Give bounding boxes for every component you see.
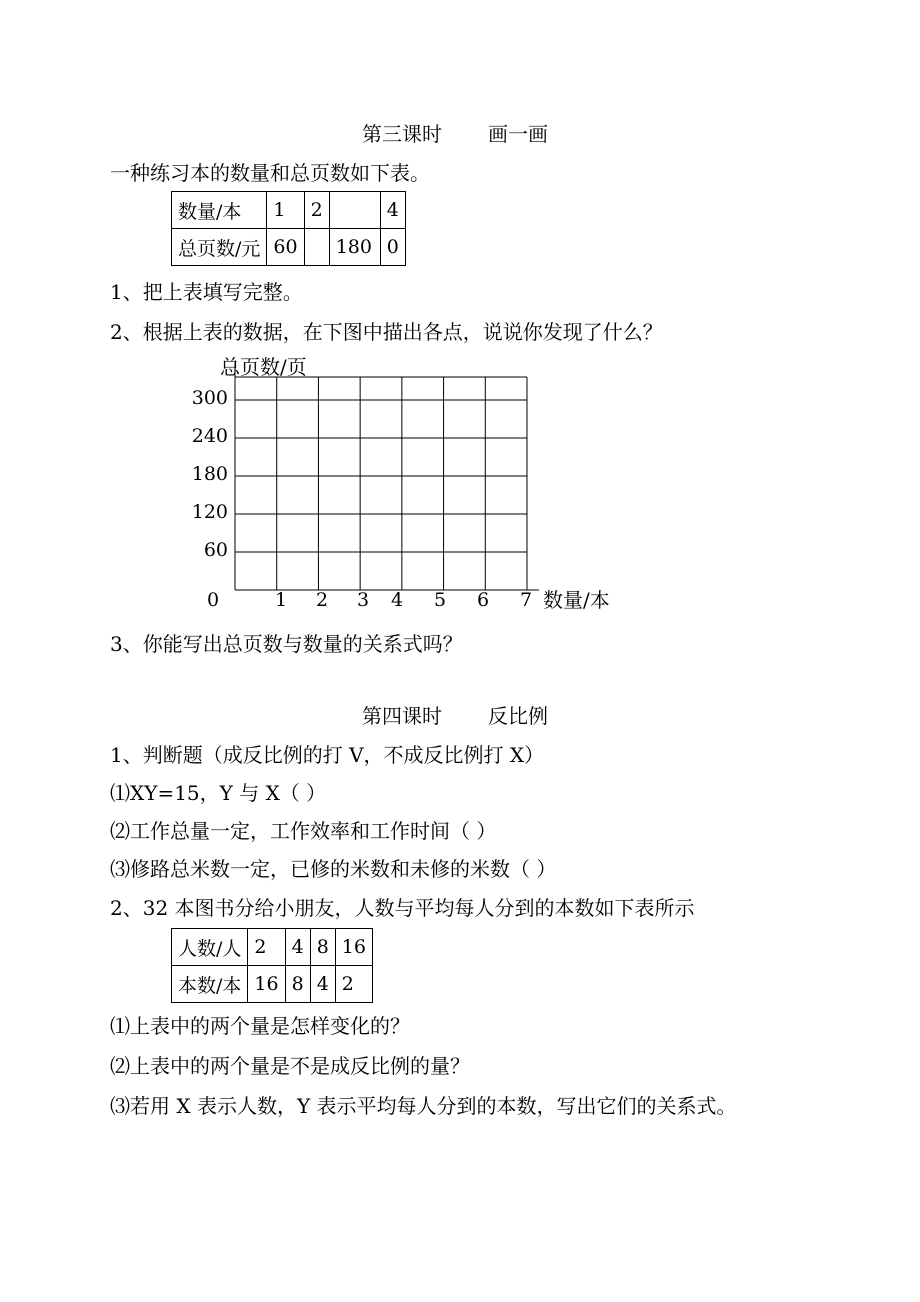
table-cell: 8 <box>285 966 310 1003</box>
x-tick-label: 7 <box>520 589 533 611</box>
chart-x-axis-label: 数量/本 <box>543 588 610 612</box>
x-tick-label: 6 <box>477 589 490 611</box>
chart-origin-label: 0 <box>207 589 220 611</box>
lesson4-title <box>362 704 548 728</box>
lesson4-title-number: 第四课时 <box>362 704 442 728</box>
y-tick-label: 240 <box>191 425 228 447</box>
table-cell: 4 <box>310 966 335 1003</box>
y-tick-label: 180 <box>191 463 228 485</box>
table-cell: 16 <box>248 966 285 1003</box>
lesson3-question-1: 1、把上表填写完整。 <box>110 280 303 304</box>
lesson3-question-3: 3、你能写出总页数与数量的关系式吗？ <box>110 632 463 656</box>
chart-y-axis-label: 总页数/页 <box>220 355 307 379</box>
table-cell: 60 <box>267 229 304 266</box>
lesson3-title-name: 画一画 <box>488 122 548 146</box>
x-tick-label: 3 <box>357 589 370 611</box>
lesson4-question-2-2: ⑵上表中的两个量是不是成反比例的量？ <box>110 1054 470 1078</box>
table-row <box>172 966 373 1003</box>
table-cell: 0 <box>380 229 405 266</box>
lesson4-title-name: 反比例 <box>488 704 548 728</box>
lesson4-question-1-1: ⑴XY=15，Y 与 X（ ） <box>110 781 327 805</box>
table-cell: 人数/人 <box>172 929 248 966</box>
table-cell: 数量/本 <box>172 192 267 229</box>
y-tick-label: 60 <box>203 539 228 561</box>
x-tick-label: 2 <box>316 589 329 611</box>
lesson4-table <box>171 928 373 1003</box>
x-tick-label: 5 <box>434 589 447 611</box>
x-tick-label: 1 <box>275 589 288 611</box>
table-cell: 本数/本 <box>172 966 248 1003</box>
lesson3-intro: 一种练习本的数量和总页数如下表。 <box>110 161 430 185</box>
table-cell: 180 <box>329 229 380 266</box>
y-tick-label: 120 <box>191 501 228 523</box>
table-cell: 4 <box>380 192 405 229</box>
lesson4-question-2: 2、32 本图书分给小朋友，人数与平均每人分到的本数如下表所示 <box>110 896 695 920</box>
lesson4-question-1-2: ⑵工作总量一定，工作效率和工作时间（ ） <box>110 819 497 843</box>
grid-chart <box>0 0 920 640</box>
table-cell: 1 <box>267 192 304 229</box>
lesson3-question-2: 2、根据上表的数据，在下图中描出各点，说说你发现了什么？ <box>110 320 663 344</box>
lesson4-question-2-1: ⑴上表中的两个量是怎样变化的？ <box>110 1014 410 1038</box>
table-cell: 总页数/元 <box>172 229 267 266</box>
lesson4-question-1-3: ⑶修路总米数一定，已修的米数和未修的米数（ ） <box>110 857 557 881</box>
y-tick-label: 300 <box>191 387 228 409</box>
table-cell: 8 <box>310 929 335 966</box>
table-row <box>172 929 373 966</box>
lesson4-question-2-3: ⑶若用 X 表示人数，Y 表示平均每人分到的本数，写出它们的关系式。 <box>110 1094 737 1118</box>
table-cell: 2 <box>304 192 329 229</box>
table-cell: 2 <box>248 929 285 966</box>
lesson4-question-1: 1、判断题（成反比例的打 V，不成反比例打 X） <box>110 743 545 767</box>
table-cell: 4 <box>285 929 310 966</box>
x-tick-label: 4 <box>391 589 404 611</box>
table-cell: 2 <box>335 966 372 1003</box>
table-cell: 16 <box>335 929 372 966</box>
lesson3-title-number: 第三课时 <box>362 122 442 146</box>
